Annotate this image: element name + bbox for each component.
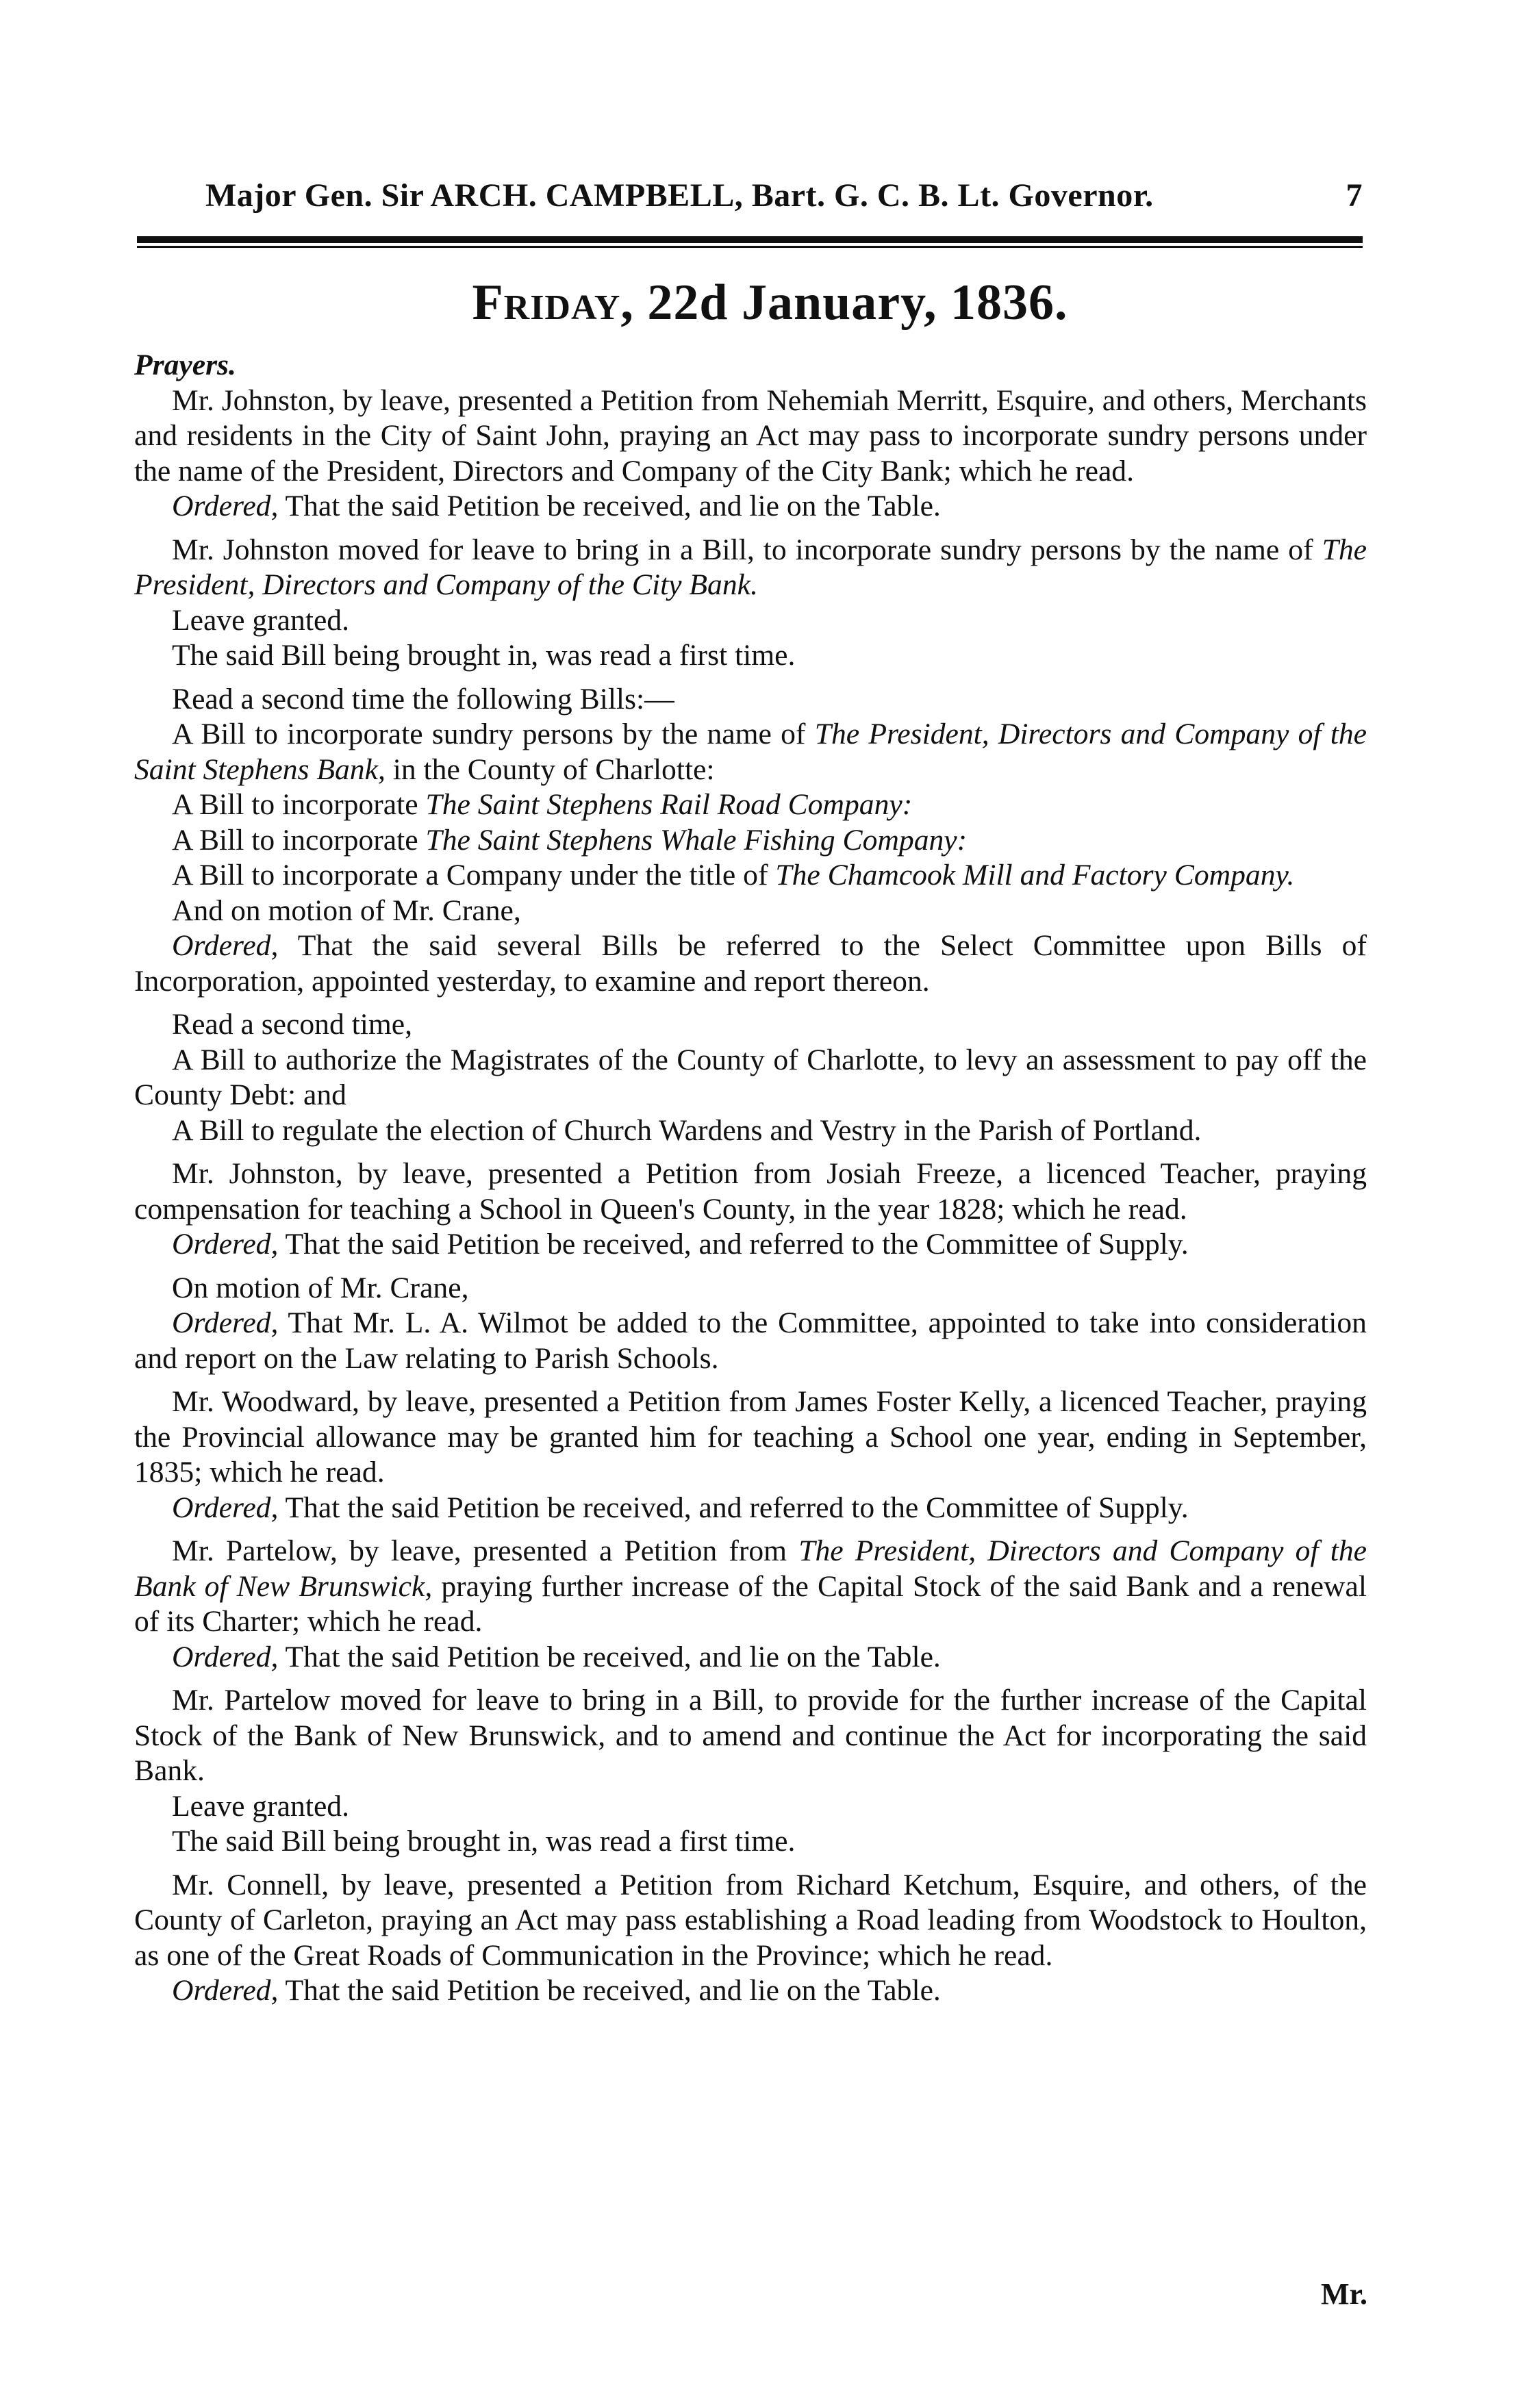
paragraph: A Bill to regulate the election of Church Wardens and Vestry in the Parish of Portland. bbox=[172, 1113, 1202, 1147]
paragraph: Read a second time, bbox=[172, 1008, 413, 1041]
paragraph: The said Bill being brought in, was read a first time. bbox=[172, 1825, 796, 1858]
paragraph: A Bill to incorporate The Saint Stephens Rail Road Company: bbox=[172, 788, 913, 821]
paragraph: Mr. Johnston, by leave, presented a Petition from Josiah Freeze, a licenced Teacher, praying compensation for teaching a School in Queen's County, in the year 1828; which he read. bbox=[134, 1157, 1367, 1226]
paragraph: Ordered, That the said Petition be received, and lie on the Table. bbox=[172, 1974, 941, 2007]
date-heading-rest: 22d January, 1836. bbox=[647, 275, 1068, 331]
paragraph: Mr. Connell, by leave, presented a Petition from Richard Ketchum, Esquire, and others, of the County of Carleton, praying an Act may pass establishing a Road leading from Woodstock to Houlton, as one of the Great Roads of Communication in the Province; which he read. bbox=[134, 1868, 1367, 1972]
paragraph: The said Bill being brought in, was read a first time. bbox=[172, 639, 796, 672]
paragraph: A Bill to incorporate The Saint Stephens Whale Fishing Company: bbox=[172, 823, 968, 857]
date-heading bbox=[0, 274, 1540, 332]
paragraph: Read a second time the following Bills:— bbox=[172, 682, 674, 716]
paragraph: Mr. Woodward, by leave, presented a Petition from James Foster Kelly, a licenced Teacher, praying the Provincial allowance may be granted him for teaching a School one year, ending in September, 1835; which he read. bbox=[134, 1385, 1367, 1489]
paragraph: A Bill to authorize the Magistrates of the County of Charlotte, to levy an assessment to pay off the County Debt: and bbox=[134, 1043, 1367, 1111]
paragraph: Mr. Partelow, by leave, presented a Petition from The President, Directors and Company of the Bank of New Brunswick, praying further increase of the Capital Stock of the said Bank and a renewal of its Charter; which he read. bbox=[134, 1534, 1367, 1638]
date-heading-day: Friday, bbox=[472, 275, 634, 331]
paragraph: Mr. Johnston moved for leave to bring in a Bill, to incorporate sundry persons by the name of The President, Directors and Company of the City Bank. bbox=[134, 533, 1367, 601]
running-head-title: Major Gen. Sir ARCH. CAMPBELL, Bart. G. C. B. Lt. Governor. bbox=[205, 177, 1154, 214]
running-head bbox=[205, 177, 1363, 225]
journal-body bbox=[134, 348, 1367, 2009]
paragraph: Ordered, That the said Petition be received, and referred to the Committee of Supply. bbox=[172, 1491, 1189, 1524]
page-number: 7 bbox=[1346, 177, 1363, 214]
margin-label: Prayers. bbox=[134, 349, 236, 381]
paragraph: And on motion of Mr. Crane, bbox=[172, 894, 521, 927]
header-rule-thin bbox=[137, 246, 1363, 248]
paragraph: Ordered, That Mr. L. A. Wilmot be added to the Committee, appointed to take into consideration and report on the Law relating to Parish Schools. bbox=[134, 1306, 1367, 1375]
header-rule-thick bbox=[137, 236, 1363, 243]
paragraph: Mr. Johnston, by leave, presented a Petition from Nehemiah Merritt, Esquire, and others, Merchants and residents in the City of Saint John, praying an Act may pass to incorporate sundry persons under the name of the President, Directors and Company of the City Bank; which he read. bbox=[134, 383, 1367, 488]
catchword: Mr. bbox=[1320, 2277, 1367, 2311]
paragraph: Ordered, That the said Petition be received, and lie on the Table. bbox=[172, 490, 941, 522]
paragraph: A Bill to incorporate sundry persons by the name of The President, Directors and Company of the Saint Stephens Bank, in the County of Charlotte: bbox=[134, 718, 1367, 786]
paragraph: Mr. Partelow moved for leave to bring in a Bill, to provide for the further increase of the Capital Stock of the Bank of New Brunswick, and to amend and continue the Act for incorporating the said Bank. bbox=[134, 1684, 1367, 1787]
paragraph: On motion of Mr. Crane, bbox=[172, 1271, 469, 1304]
paragraph: Leave granted. bbox=[172, 1789, 349, 1823]
paragraph: A Bill to incorporate a Company under the title of The Chamcook Mill and Factory Company. bbox=[172, 859, 1295, 891]
paragraph: Ordered, That the said Petition be received, and lie on the Table. bbox=[172, 1640, 941, 1673]
paragraph: Ordered, That the said Petition be received, and referred to the Committee of Supply. bbox=[172, 1228, 1189, 1261]
paragraph: Leave granted. bbox=[172, 603, 349, 637]
paragraph: Ordered, That the said several Bills be referred to the Select Committee upon Bills of Incorporation, appointed yesterday, to examine and report thereon. bbox=[134, 929, 1367, 998]
